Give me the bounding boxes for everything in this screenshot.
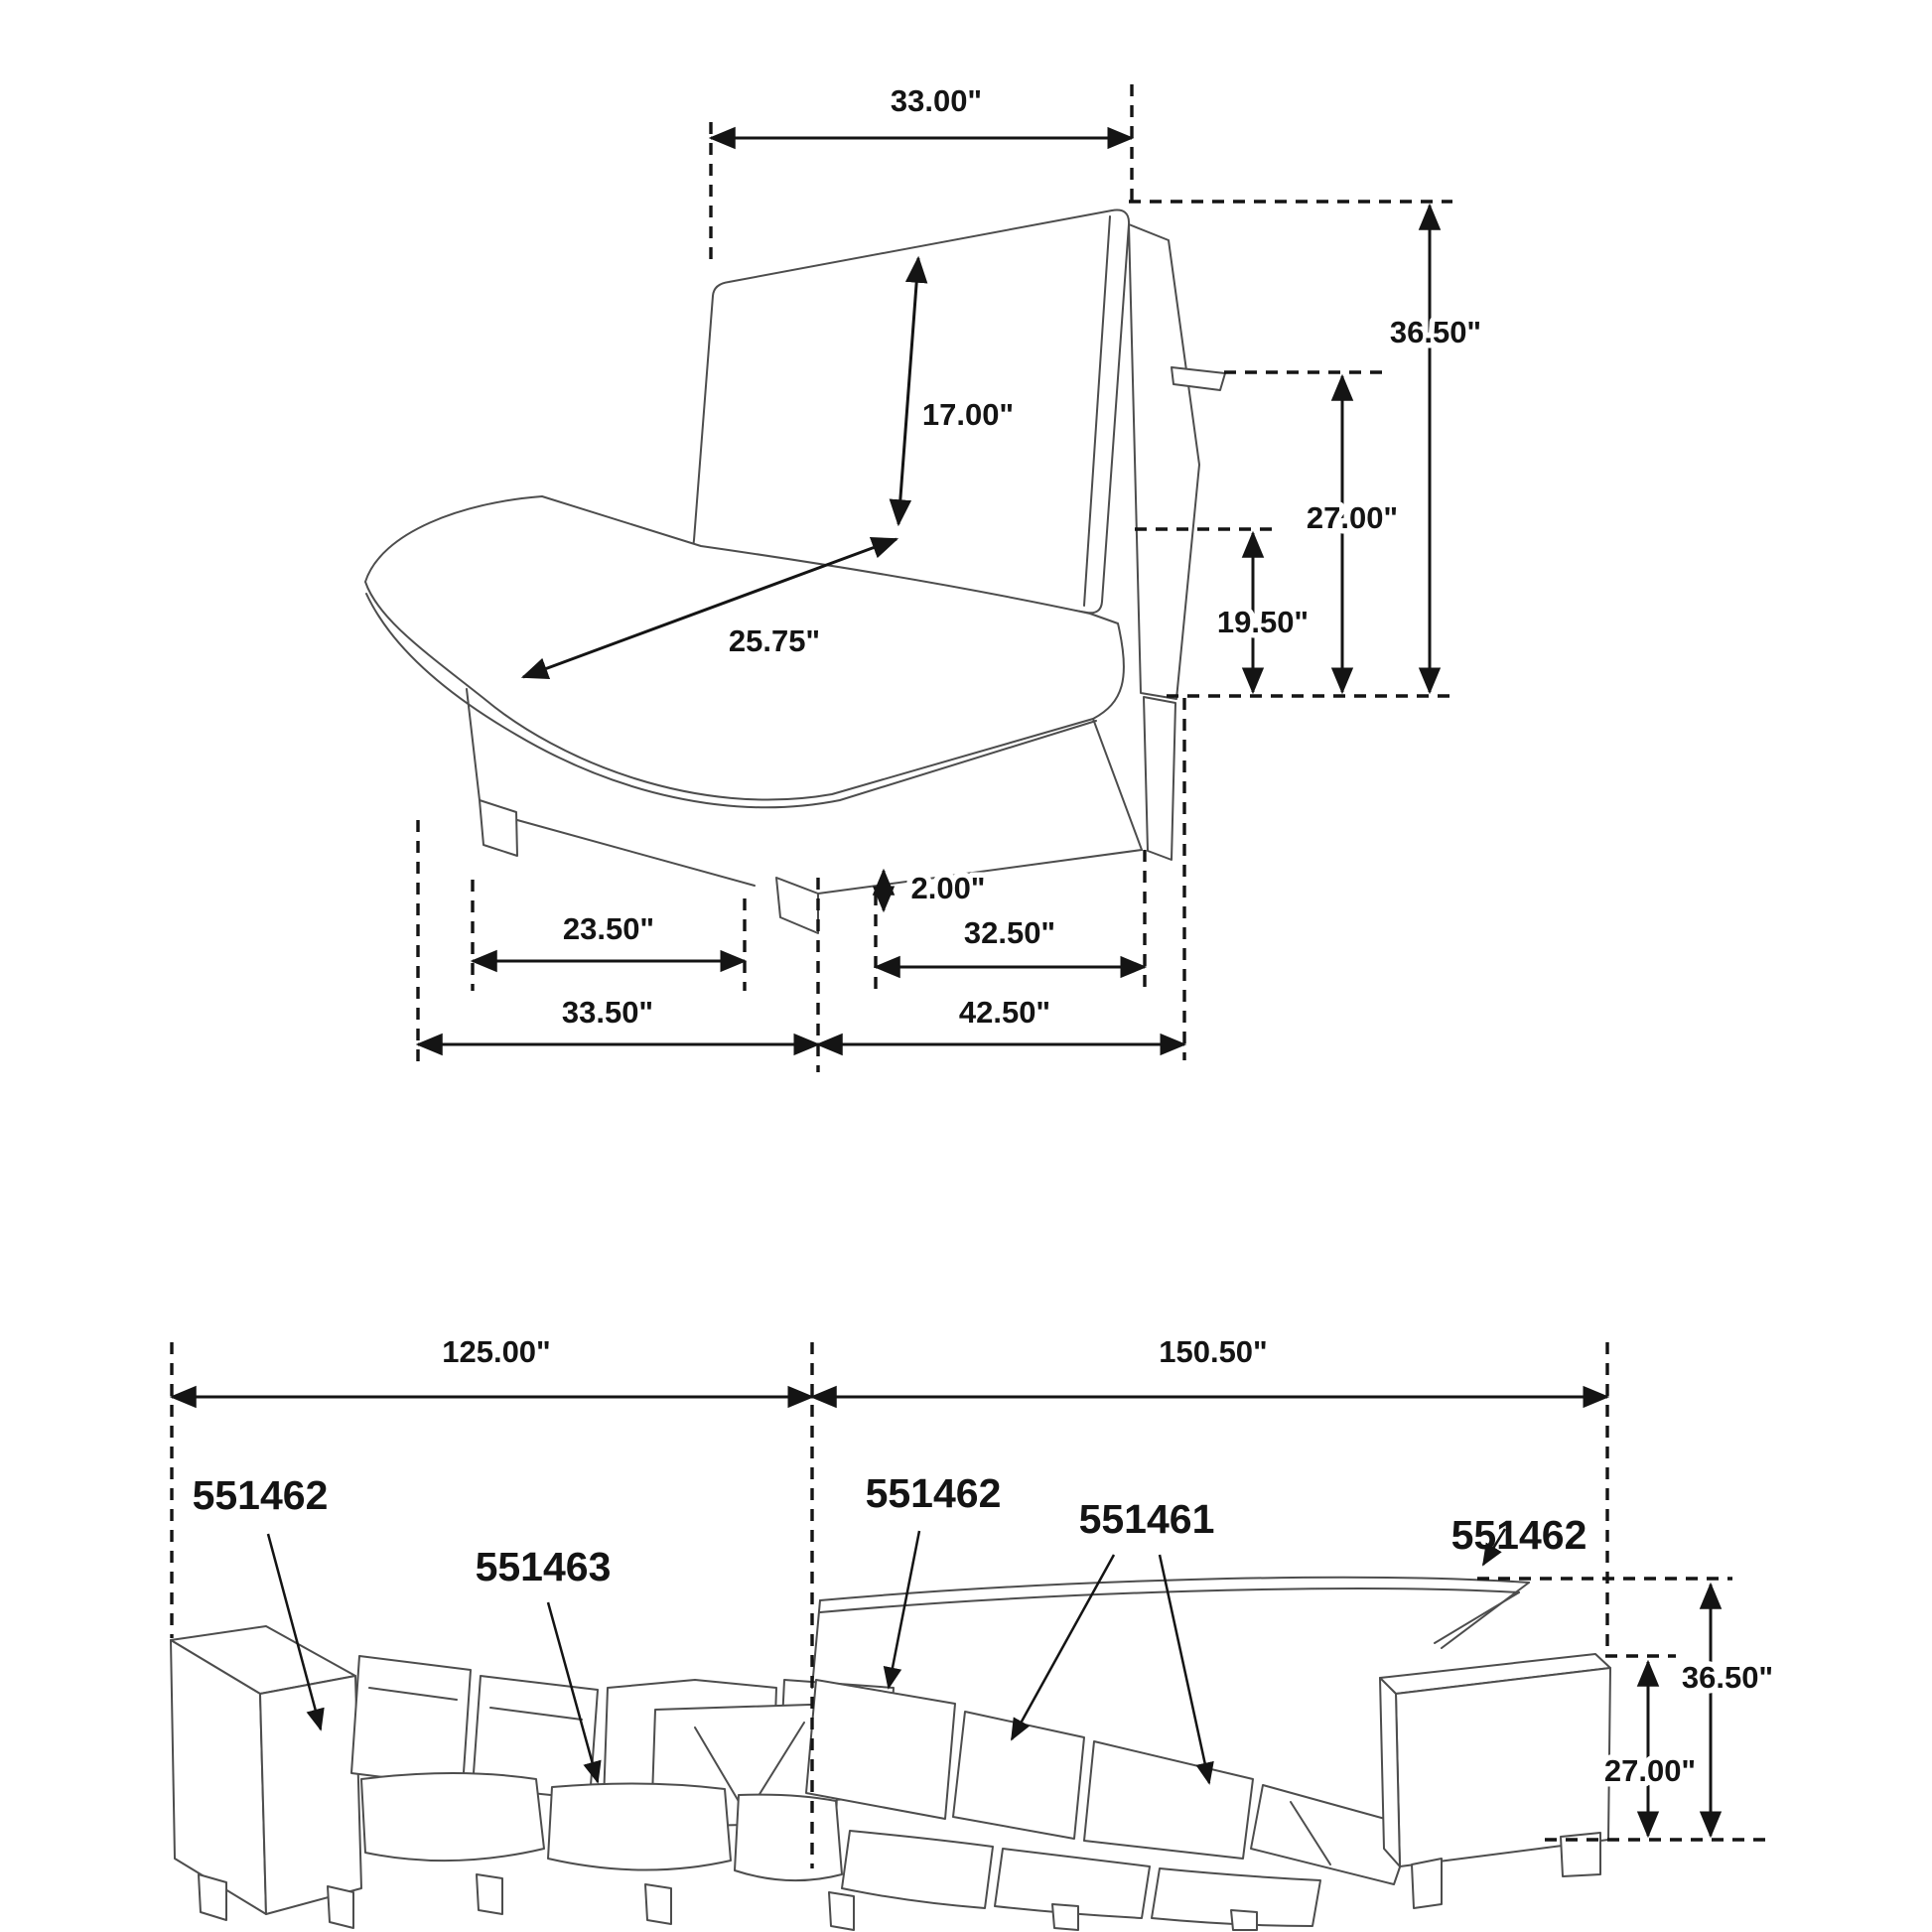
- sofa-back-cushion: [806, 1680, 955, 1819]
- chair-back-height-label: 27.00": [1306, 500, 1399, 535]
- sofa-leg: [829, 1892, 854, 1930]
- sofa-back-cushion: [953, 1712, 1084, 1839]
- sofa-arm-height-label: 27.00": [1603, 1753, 1697, 1788]
- chair-line-art: [365, 210, 1225, 933]
- chair-back-width-label: 33.00": [890, 83, 983, 118]
- chair-seat-diag-label: 25.75": [728, 623, 821, 658]
- part-leader-551462-middle: [889, 1531, 919, 1688]
- part-label-551461: 551461: [1078, 1496, 1215, 1542]
- chair-back-cushion: [694, 210, 1129, 614]
- chair-base-left-edge: [467, 689, 480, 800]
- chair-left-leg: [480, 800, 517, 856]
- chair-front-leg-span-label: 23.50": [562, 911, 655, 946]
- sofa-leg: [645, 1884, 671, 1924]
- chair-overall-depth-label: 42.50": [958, 995, 1051, 1030]
- part-label-551462-left: 551462: [192, 1472, 329, 1518]
- part-leader-551461-b: [1160, 1555, 1209, 1783]
- chair-front-leg: [776, 878, 818, 933]
- sofa-leg: [1052, 1904, 1078, 1930]
- sofa-back-cushion: [1084, 1741, 1253, 1859]
- part-label-551462-right: 551462: [1450, 1512, 1587, 1558]
- chair-overall-height-label: 36.50": [1389, 315, 1482, 349]
- sofa-leg: [199, 1874, 226, 1920]
- sofa-seat-cushion: [361, 1773, 544, 1861]
- sofa-left-arm-front: [260, 1676, 361, 1914]
- chair-rear-leg: [1144, 697, 1175, 860]
- sofa-leg: [328, 1886, 353, 1928]
- sofa-leg: [1412, 1859, 1442, 1908]
- chair-seat-height-label: 19.50": [1216, 605, 1310, 639]
- chair-leg-height-label: 2.00": [910, 871, 986, 905]
- sofa-right-length-label: 150.50": [1159, 1334, 1268, 1369]
- sofa-seat-cushion: [548, 1783, 731, 1869]
- chair-base-right-edge: [1093, 719, 1142, 850]
- chair-back-diag-label: 17.00": [921, 397, 1015, 432]
- sofa-back-frame-right-post: [1435, 1592, 1519, 1643]
- sofa-seat-cushion: [842, 1831, 993, 1908]
- sofa-leg: [477, 1874, 502, 1914]
- sofa-left-length-label: 125.00": [442, 1334, 551, 1369]
- sofa-back-cushion: [351, 1656, 471, 1787]
- chair-overall-width-label: 33.50": [561, 995, 654, 1030]
- sofa-back-frame-right-post: [1442, 1583, 1529, 1648]
- part-leader-551461-a: [1012, 1555, 1114, 1739]
- part-label-551462-middle: 551462: [865, 1470, 1002, 1516]
- sofa-leg: [1231, 1910, 1257, 1930]
- chair-skirt-left-bottom: [517, 820, 755, 886]
- sectional-line-art: [171, 1578, 1610, 1930]
- sofa-overall-height-label: 36.50": [1681, 1660, 1774, 1695]
- sofa-seat-cushion: [735, 1795, 842, 1881]
- sofa-right-arm-side: [1380, 1678, 1400, 1866]
- chair-side-frame: [1129, 224, 1199, 699]
- chair-side-leg-span-label: 32.50": [963, 915, 1056, 950]
- part-label-551463: 551463: [475, 1544, 612, 1589]
